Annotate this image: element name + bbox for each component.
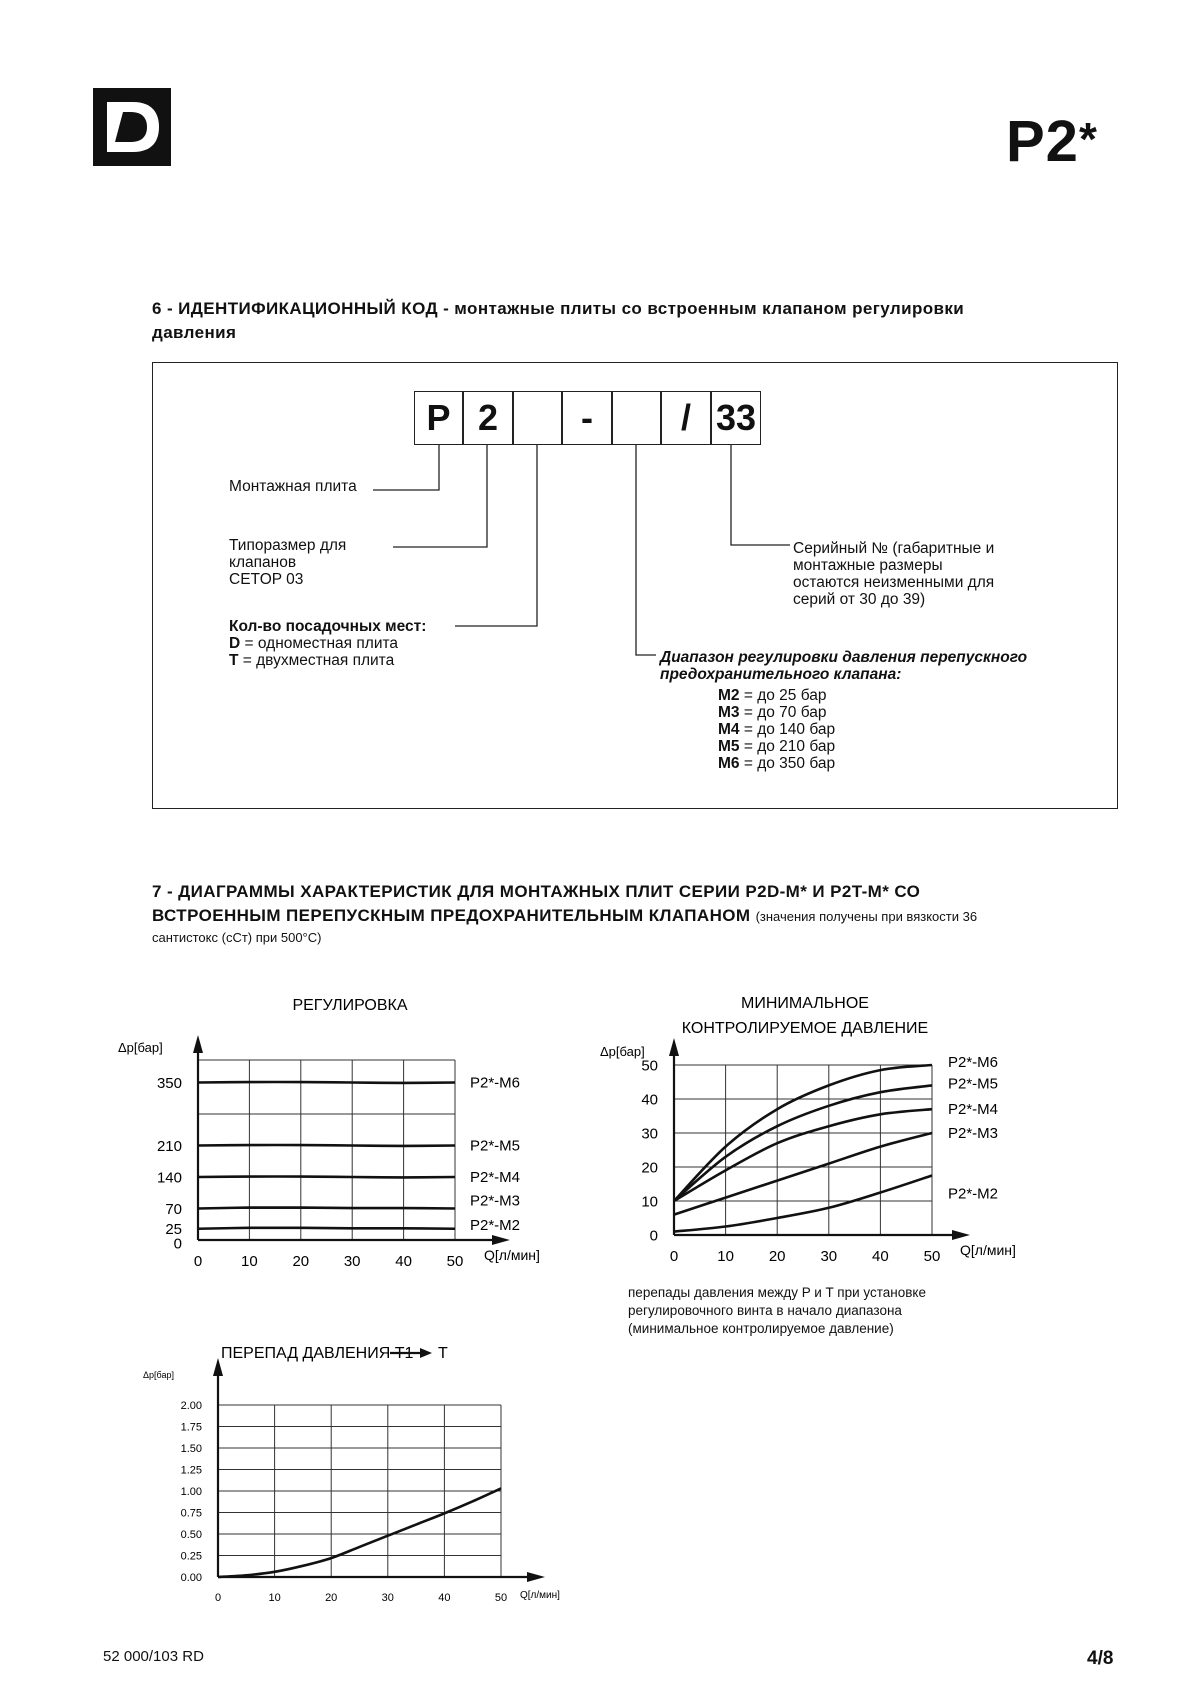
series-line [198,1082,455,1083]
x-tick-label: 50 [923,1248,941,1265]
title-arrowhead [420,1348,432,1358]
range-item: M4 = до 140 бар [718,721,836,738]
series-label: P2*-M6 [470,1074,521,1092]
series-line [198,1208,455,1209]
y-tick-label: 210 [156,1137,182,1155]
x-tick-label: 30 [343,1253,361,1270]
range-item: M5 = до 210 бар [718,738,836,755]
series-label: P2*-M4 [948,1101,999,1119]
chart-title: ПЕРЕПАД ДАВЛЕНИЯ T1 [221,1345,414,1362]
chart-min-pressure [600,995,1016,1265]
code-cell-5 [612,391,661,445]
y-tick-label: 10 [641,1193,658,1211]
axis-arrowhead [527,1572,545,1582]
x-tick-label: 50 [494,1592,508,1604]
y-tick-label: 25 [165,1221,182,1238]
series-label: P2*-M6 [948,1054,999,1071]
y-tick-label: 50 [641,1057,658,1075]
x-tick-label: 10 [241,1253,258,1270]
y-tick-label: 1.25 [180,1464,202,1477]
label-range-title: Диапазон регулировки давления перепускного предохранительного клапана: [660,649,1028,683]
chart-regulation [118,997,540,1270]
y-tick-label: 0 [649,1227,658,1245]
series-line [674,1133,932,1215]
label-seats: Кол-во посадочных мест: D = одноместная плита T = двухместная плита [229,618,427,669]
y-tick-label: 350 [156,1074,182,1092]
section7-note: сантистокс (сСт) при 500°C) [152,930,322,945]
code-cell-1: P [414,391,463,445]
series-line [198,1176,455,1177]
charts-area [0,980,1200,1620]
y-tick-label: 0.50 [180,1528,202,1541]
chart-title: МИНИМАЛЬНОЕ [741,995,869,1012]
code-cell-3 [513,391,562,445]
range-item: M3 = до 70 бар [718,704,827,721]
range-list [718,687,835,772]
product-code: P2* [1006,109,1098,174]
x-tick-label: 10 [268,1592,281,1604]
series-line [198,1145,455,1146]
y-axis-label: Δp[бар] [143,1370,174,1380]
x-tick-label: 40 [438,1592,451,1604]
label-serial: Серийный № (габаритные и монтажные размеры остаются неизменными для серий от 30 до 39) [793,540,995,608]
chart-min-pressure-caption: перепады давления между P и T при установке регулировочного винта в начало диапазона (минимальное контролируемое давление) [628,1285,926,1336]
series-label: P2*-M3 [470,1192,521,1210]
code-cell-2: 2 [463,391,513,445]
label-mounting-plate: Монтажная плита [229,478,357,495]
page-number: 4/8 [1087,1648,1114,1669]
x-axis-label: Q[л/мин] [960,1242,1016,1258]
y-tick-label: 70 [165,1200,182,1218]
x-tick-label: 50 [446,1253,464,1270]
y-axis-label: Δp[бар] [600,1044,645,1059]
y-tick-label: 140 [156,1169,182,1187]
y-tick-label: 1.00 [180,1485,202,1498]
x-tick-label: 0 [669,1248,679,1265]
x-tick-label: 20 [325,1592,338,1604]
series-line [674,1176,932,1232]
chart-pressure-drop [143,1345,560,1604]
series-line [198,1228,455,1229]
range-item: M6 = до 350 бар [718,755,836,772]
company-logo [93,88,171,166]
series-line [218,1488,501,1577]
y-tick-label: 0.25 [180,1550,202,1563]
y-tick-label: 2.00 [180,1399,202,1412]
series-label: P2*-M5 [948,1075,999,1093]
x-tick-label: 0 [193,1253,203,1270]
series-label: P2*-M4 [470,1169,521,1186]
code-cell-4: - [562,391,612,445]
x-tick-label: 40 [872,1248,889,1265]
x-tick-label: 40 [395,1253,412,1270]
label-size: Типоразмер для клапанов CETOP 03 [229,537,347,588]
y-tick-label: 1.50 [180,1442,202,1455]
y-tick-label: 40 [641,1091,658,1109]
series-label: P2*-M5 [470,1137,521,1155]
x-tick-label: 20 [768,1248,786,1265]
x-tick-label: 20 [292,1253,310,1270]
y-tick-label: 1.75 [180,1421,202,1434]
axis-arrowhead [669,1038,679,1056]
chart-title: КОНТРОЛИРУЕМОЕ ДАВЛЕНИЕ [681,1020,929,1037]
y-tick-label: 0 [173,1235,182,1253]
y-tick-label: 20 [641,1159,658,1177]
section6-title: 6 - ИДЕНТИФИКАЦИОННЫЙ КОД - монтажные плиты со встроенным клапаном регулировки давления [152,299,965,342]
y-axis-label: Δp[бар] [118,1040,163,1055]
x-tick-label: 30 [820,1248,838,1265]
y-tick-label: 0.75 [180,1507,202,1520]
x-tick-label: 0 [214,1592,222,1604]
doc-code: 52 000/103 RD [103,1648,204,1665]
code-cell-7: 33 [711,391,761,445]
chart-title: РЕГУЛИРОВКА [292,997,408,1014]
series-label: P2*-M2 [948,1185,999,1203]
y-tick-label: 30 [641,1125,658,1143]
x-axis-label: Q[л/мин] [520,1590,560,1601]
series-label: P2*-M3 [948,1125,999,1142]
section7-title: 7 - ДИАГРАММЫ ХАРАКТЕРИСТИК ДЛЯ МОНТАЖНЫХ ПЛИТ СЕРИИ P2D-M* И P2T-M* СО ВСТРОЕННЫМ ПЕРЕПУСКНЫМ ПРЕДОХРАНИТЕЛЬНЫМ КЛАПАНОМ (значения получены при вязкости 36 [152,882,978,925]
x-axis-label: Q[л/мин] [484,1247,540,1263]
axis-arrowhead [193,1035,203,1053]
code-cell-6: / [661,391,711,445]
series-label: P2*-M2 [470,1216,521,1234]
y-tick-label: 0.00 [180,1571,202,1584]
axis-arrowhead [492,1235,510,1245]
axis-arrowhead [952,1230,970,1240]
x-tick-label: 10 [717,1248,734,1265]
x-tick-label: 30 [381,1592,394,1604]
chart-title: T [438,1345,448,1362]
range-item: M2 = до 25 бар [718,687,827,704]
